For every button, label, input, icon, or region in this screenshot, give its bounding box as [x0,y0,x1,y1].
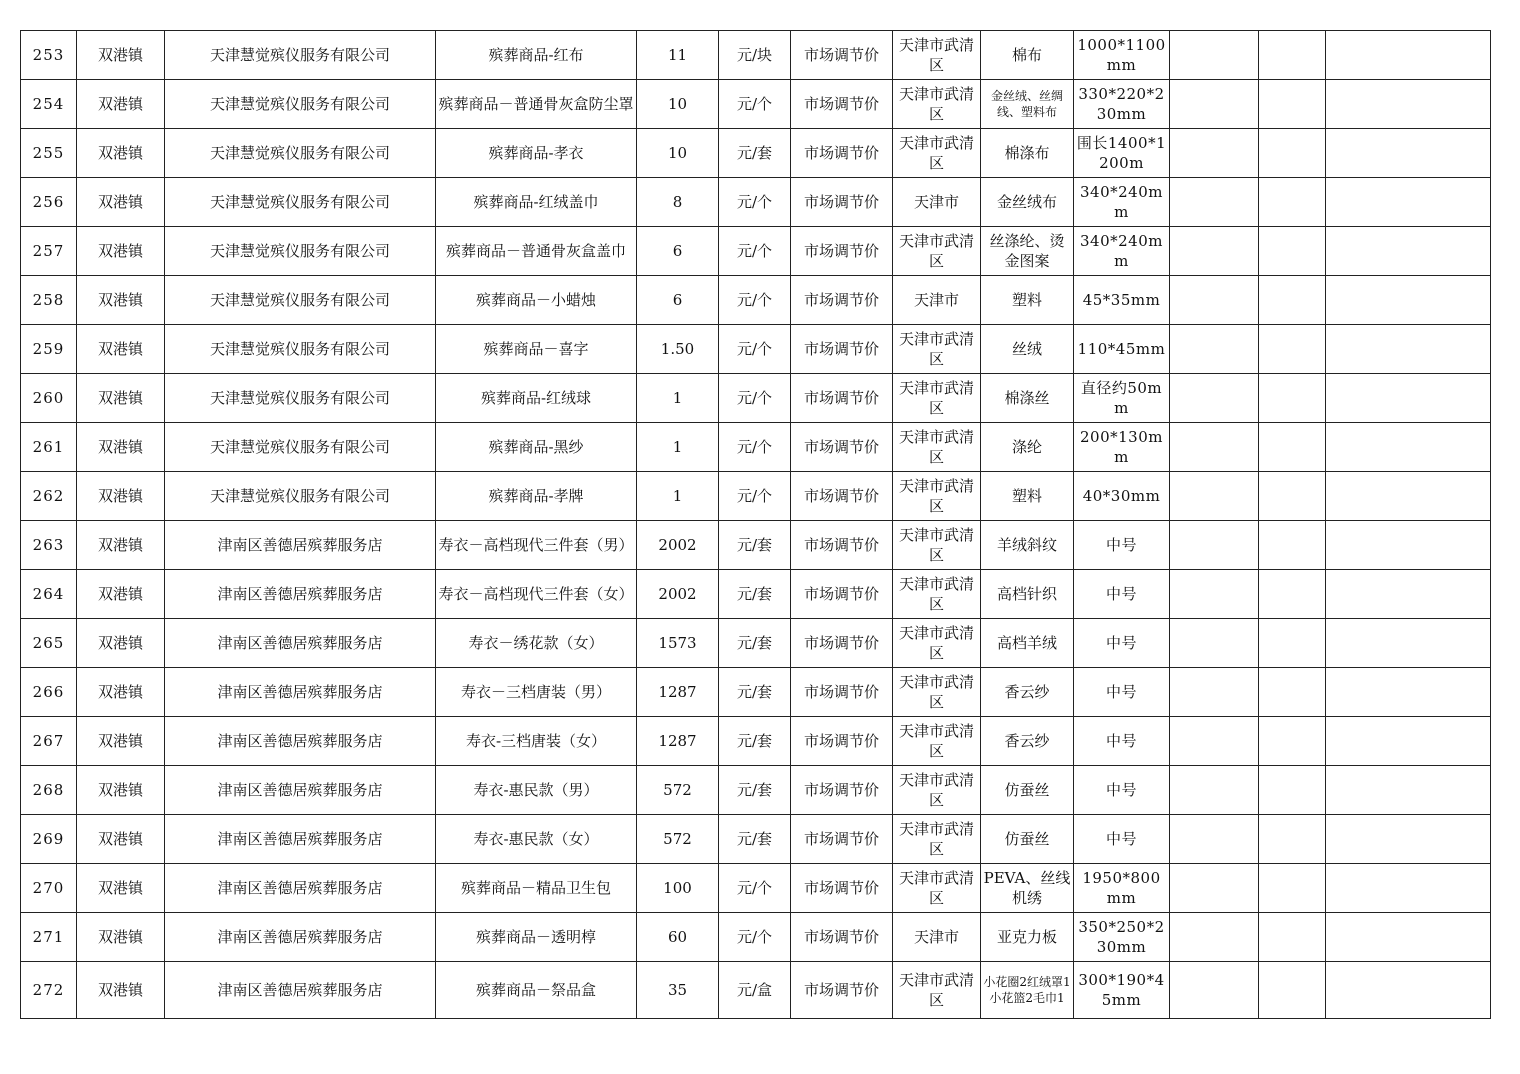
cell-material: 塑料 [981,472,1074,521]
cell-material: 香云纱 [981,717,1074,766]
cell-company: 津南区善德居殡葬服务店 [165,717,436,766]
cell-item-name: 殡葬商品-孝牌 [436,472,637,521]
cell-unit: 元/套 [719,668,791,717]
cell-company: 津南区善德居殡葬服务店 [165,815,436,864]
cell-spec: 200*130mm [1074,423,1170,472]
cell-unit: 元/个 [719,227,791,276]
cell-origin: 天津市武清区 [893,80,981,129]
cell-origin: 天津市武清区 [893,472,981,521]
cell-origin: 天津市武清区 [893,570,981,619]
cell-material: 羊绒斜纹 [981,521,1074,570]
cell-empty [1326,668,1491,717]
cell-price: 1.50 [637,325,719,374]
cell-origin: 天津市 [893,913,981,962]
cell-price: 8 [637,178,719,227]
cell-town: 双港镇 [77,423,165,472]
cell-town: 双港镇 [77,619,165,668]
cell-unit: 元/个 [719,374,791,423]
cell-item-name: 殡葬商品-红布 [436,31,637,80]
cell-town: 双港镇 [77,962,165,1019]
cell-unit: 元/个 [719,472,791,521]
cell-empty [1326,717,1491,766]
cell-pricing-type: 市场调节价 [791,619,893,668]
cell-item-name: 殡葬商品-孝衣 [436,129,637,178]
cell-unit: 元/个 [719,276,791,325]
cell-spec: 中号 [1074,619,1170,668]
cell-unit: 元/套 [719,619,791,668]
cell-company: 天津慧觉殡仪服务有限公司 [165,325,436,374]
cell-empty [1259,766,1326,815]
table-row [21,815,1491,864]
cell-town: 双港镇 [77,178,165,227]
cell-spec: 110*45mm [1074,325,1170,374]
cell-number: 262 [21,472,77,521]
cell-pricing-type: 市场调节价 [791,668,893,717]
cell-empty [1170,668,1259,717]
cell-company: 津南区善德居殡葬服务店 [165,668,436,717]
cell-pricing-type: 市场调节价 [791,815,893,864]
cell-number: 255 [21,129,77,178]
cell-empty [1326,913,1491,962]
cell-pricing-type: 市场调节价 [791,129,893,178]
cell-empty [1259,570,1326,619]
cell-price: 1287 [637,668,719,717]
cell-empty [1259,717,1326,766]
table-row [21,717,1491,766]
cell-empty [1259,472,1326,521]
cell-number: 264 [21,570,77,619]
cell-town: 双港镇 [77,472,165,521]
cell-empty [1170,227,1259,276]
cell-empty [1170,129,1259,178]
cell-material: 棉布 [981,31,1074,80]
cell-empty [1326,521,1491,570]
cell-empty [1326,374,1491,423]
cell-company: 天津慧觉殡仪服务有限公司 [165,423,436,472]
cell-town: 双港镇 [77,374,165,423]
cell-origin: 天津市武清区 [893,815,981,864]
cell-price: 1 [637,472,719,521]
cell-number: 268 [21,766,77,815]
cell-empty [1259,864,1326,913]
cell-material: 丝绒 [981,325,1074,374]
cell-spec: 中号 [1074,668,1170,717]
cell-number: 265 [21,619,77,668]
cell-number: 258 [21,276,77,325]
cell-pricing-type: 市场调节价 [791,962,893,1019]
table-row [21,178,1491,227]
cell-town: 双港镇 [77,80,165,129]
cell-material: 小花圈2红绒罩1小花篮2毛巾1 [981,962,1074,1019]
cell-town: 双港镇 [77,227,165,276]
cell-unit: 元/个 [719,423,791,472]
cell-empty [1326,570,1491,619]
cell-town: 双港镇 [77,276,165,325]
cell-empty [1326,472,1491,521]
table-row [21,227,1491,276]
cell-empty [1170,472,1259,521]
table-row [21,472,1491,521]
cell-town: 双港镇 [77,129,165,178]
cell-empty [1259,619,1326,668]
cell-item-name: 殡葬商品－普通骨灰盒盖巾 [436,227,637,276]
cell-empty [1326,815,1491,864]
cell-spec: 340*240mm [1074,178,1170,227]
cell-price: 100 [637,864,719,913]
cell-spec: 45*35mm [1074,276,1170,325]
cell-price: 6 [637,276,719,325]
cell-company: 津南区善德居殡葬服务店 [165,864,436,913]
cell-empty [1259,227,1326,276]
cell-pricing-type: 市场调节价 [791,276,893,325]
cell-company: 天津慧觉殡仪服务有限公司 [165,80,436,129]
cell-pricing-type: 市场调节价 [791,31,893,80]
cell-spec: 350*250*230mm [1074,913,1170,962]
cell-price: 6 [637,227,719,276]
cell-empty [1170,423,1259,472]
cell-spec: 330*220*230mm [1074,80,1170,129]
cell-origin: 天津市武清区 [893,962,981,1019]
cell-empty [1170,374,1259,423]
cell-number: 269 [21,815,77,864]
cell-empty [1170,815,1259,864]
cell-town: 双港镇 [77,325,165,374]
cell-empty [1170,570,1259,619]
table-row [21,619,1491,668]
cell-spec: 中号 [1074,815,1170,864]
cell-item-name: 寿衣－高档现代三件套（男） [436,521,637,570]
cell-empty [1326,962,1491,1019]
cell-empty [1326,423,1491,472]
cell-empty [1259,129,1326,178]
cell-empty [1170,962,1259,1019]
cell-town: 双港镇 [77,766,165,815]
cell-material: 棉涤丝 [981,374,1074,423]
cell-pricing-type: 市场调节价 [791,717,893,766]
cell-empty [1259,913,1326,962]
cell-empty [1326,227,1491,276]
cell-material: 棉涤布 [981,129,1074,178]
cell-origin: 天津市 [893,276,981,325]
cell-empty [1170,521,1259,570]
cell-price: 11 [637,31,719,80]
cell-price: 1 [637,374,719,423]
cell-material: 塑料 [981,276,1074,325]
cell-material: 仿蚕丝 [981,766,1074,815]
cell-item-name: 殡葬商品-黑纱 [436,423,637,472]
cell-town: 双港镇 [77,521,165,570]
cell-town: 双港镇 [77,717,165,766]
cell-empty [1170,717,1259,766]
cell-price: 572 [637,766,719,815]
cell-pricing-type: 市场调节价 [791,521,893,570]
cell-company: 天津慧觉殡仪服务有限公司 [165,472,436,521]
cell-unit: 元/套 [719,766,791,815]
cell-company: 津南区善德居殡葬服务店 [165,570,436,619]
cell-empty [1170,276,1259,325]
cell-item-name: 殡葬商品－小蜡烛 [436,276,637,325]
cell-company: 天津慧觉殡仪服务有限公司 [165,129,436,178]
cell-material: 高档针织 [981,570,1074,619]
cell-unit: 元/个 [719,80,791,129]
table-row [21,129,1491,178]
cell-empty [1170,31,1259,80]
cell-company: 天津慧觉殡仪服务有限公司 [165,374,436,423]
cell-price: 60 [637,913,719,962]
cell-empty [1170,325,1259,374]
cell-spec: 1000*1100mm [1074,31,1170,80]
table-body [21,31,1491,1019]
table-row [21,521,1491,570]
cell-empty [1326,178,1491,227]
cell-item-name: 寿衣-惠民款（男） [436,766,637,815]
cell-empty [1326,80,1491,129]
table-row [21,80,1491,129]
cell-number: 256 [21,178,77,227]
cell-material: PEVA、丝线机绣 [981,864,1074,913]
cell-item-name: 殡葬商品－喜字 [436,325,637,374]
cell-origin: 天津市武清区 [893,423,981,472]
cell-empty [1259,668,1326,717]
cell-empty [1259,423,1326,472]
cell-pricing-type: 市场调节价 [791,423,893,472]
cell-number: 267 [21,717,77,766]
cell-item-name: 殡葬商品－透明椁 [436,913,637,962]
cell-number: 272 [21,962,77,1019]
cell-unit: 元/套 [719,521,791,570]
cell-empty [1326,864,1491,913]
table-row [21,766,1491,815]
cell-spec: 中号 [1074,766,1170,815]
cell-number: 257 [21,227,77,276]
cell-company: 天津慧觉殡仪服务有限公司 [165,178,436,227]
cell-item-name: 寿衣－高档现代三件套（女） [436,570,637,619]
cell-material: 金丝绒布 [981,178,1074,227]
cell-number: 259 [21,325,77,374]
cell-price: 2002 [637,570,719,619]
cell-number: 266 [21,668,77,717]
cell-number: 263 [21,521,77,570]
cell-price: 1573 [637,619,719,668]
cell-material: 高档羊绒 [981,619,1074,668]
cell-empty [1259,31,1326,80]
cell-origin: 天津市武清区 [893,227,981,276]
cell-price: 2002 [637,521,719,570]
cell-origin: 天津市武清区 [893,766,981,815]
cell-empty [1326,325,1491,374]
cell-spec: 340*240mm [1074,227,1170,276]
cell-company: 津南区善德居殡葬服务店 [165,766,436,815]
cell-empty [1170,864,1259,913]
cell-pricing-type: 市场调节价 [791,80,893,129]
cell-empty [1259,962,1326,1019]
cell-company: 天津慧觉殡仪服务有限公司 [165,31,436,80]
cell-pricing-type: 市场调节价 [791,472,893,521]
cell-unit: 元/个 [719,325,791,374]
cell-price: 35 [637,962,719,1019]
cell-spec: 直径约50mm [1074,374,1170,423]
cell-company: 津南区善德居殡葬服务店 [165,913,436,962]
cell-unit: 元/套 [719,717,791,766]
cell-material: 丝涤纶、烫金图案 [981,227,1074,276]
cell-item-name: 殡葬商品-红绒球 [436,374,637,423]
table-row [21,31,1491,80]
cell-empty [1170,178,1259,227]
cell-number: 271 [21,913,77,962]
cell-price: 1 [637,423,719,472]
cell-unit: 元/个 [719,913,791,962]
cell-unit: 元/套 [719,129,791,178]
cell-pricing-type: 市场调节价 [791,570,893,619]
cell-material: 亚克力板 [981,913,1074,962]
cell-unit: 元/个 [719,178,791,227]
cell-price: 572 [637,815,719,864]
cell-town: 双港镇 [77,570,165,619]
cell-empty [1326,276,1491,325]
table-row [21,864,1491,913]
cell-empty [1259,374,1326,423]
cell-empty [1170,619,1259,668]
cell-spec: 中号 [1074,717,1170,766]
cell-item-name: 寿衣－绣花款（女） [436,619,637,668]
cell-company: 天津慧觉殡仪服务有限公司 [165,276,436,325]
cell-item-name: 寿衣-惠民款（女） [436,815,637,864]
cell-material: 香云纱 [981,668,1074,717]
cell-number: 253 [21,31,77,80]
cell-material: 涤纶 [981,423,1074,472]
cell-empty [1259,815,1326,864]
cell-price: 10 [637,129,719,178]
cell-origin: 天津市武清区 [893,864,981,913]
cell-origin: 天津市武清区 [893,129,981,178]
cell-item-name: 殡葬商品-红绒盖巾 [436,178,637,227]
cell-origin: 天津市武清区 [893,717,981,766]
cell-spec: 中号 [1074,570,1170,619]
cell-empty [1326,619,1491,668]
cell-price: 1287 [637,717,719,766]
cell-pricing-type: 市场调节价 [791,178,893,227]
cell-empty [1326,766,1491,815]
cell-spec: 1950*800mm [1074,864,1170,913]
cell-company: 津南区善德居殡葬服务店 [165,521,436,570]
cell-empty [1326,129,1491,178]
cell-item-name: 寿衣-三档唐装（女） [436,717,637,766]
cell-empty [1259,178,1326,227]
cell-company: 津南区善德居殡葬服务店 [165,619,436,668]
cell-empty [1259,521,1326,570]
cell-item-name: 殡葬商品－普通骨灰盒防尘罩 [436,80,637,129]
cell-material: 仿蚕丝 [981,815,1074,864]
cell-empty [1170,80,1259,129]
table-row [21,962,1491,1019]
cell-item-name: 殡葬商品－精品卫生包 [436,864,637,913]
cell-empty [1259,325,1326,374]
cell-spec: 中号 [1074,521,1170,570]
cell-town: 双港镇 [77,864,165,913]
cell-origin: 天津市武清区 [893,668,981,717]
table-row [21,374,1491,423]
cell-spec: 40*30mm [1074,472,1170,521]
table-row [21,668,1491,717]
cell-pricing-type: 市场调节价 [791,913,893,962]
cell-origin: 天津市武清区 [893,31,981,80]
cell-company: 天津慧觉殡仪服务有限公司 [165,227,436,276]
cell-pricing-type: 市场调节价 [791,374,893,423]
cell-item-name: 寿衣－三档唐装（男） [436,668,637,717]
cell-origin: 天津市 [893,178,981,227]
table-row [21,570,1491,619]
cell-number: 270 [21,864,77,913]
cell-empty [1259,80,1326,129]
cell-pricing-type: 市场调节价 [791,325,893,374]
cell-pricing-type: 市场调节价 [791,766,893,815]
cell-unit: 元/块 [719,31,791,80]
table-row [21,325,1491,374]
cell-town: 双港镇 [77,668,165,717]
cell-unit: 元/个 [719,864,791,913]
cell-town: 双港镇 [77,815,165,864]
cell-spec: 围长1400*1200m [1074,129,1170,178]
cell-origin: 天津市武清区 [893,325,981,374]
cell-company: 津南区善德居殡葬服务店 [165,962,436,1019]
cell-material: 金丝绒、丝绸线、塑料布 [981,80,1074,129]
cell-unit: 元/套 [719,815,791,864]
cell-item-name: 殡葬商品－祭品盒 [436,962,637,1019]
cell-origin: 天津市武清区 [893,374,981,423]
cell-empty [1259,276,1326,325]
cell-pricing-type: 市场调节价 [791,864,893,913]
cell-unit: 元/盒 [719,962,791,1019]
cell-number: 254 [21,80,77,129]
cell-price: 10 [637,80,719,129]
table-row [21,423,1491,472]
price-list-table [20,30,1491,1019]
cell-origin: 天津市武清区 [893,521,981,570]
cell-pricing-type: 市场调节价 [791,227,893,276]
cell-spec: 300*190*45mm [1074,962,1170,1019]
cell-unit: 元/套 [719,570,791,619]
cell-number: 260 [21,374,77,423]
table-row [21,913,1491,962]
cell-empty [1170,766,1259,815]
cell-town: 双港镇 [77,31,165,80]
cell-number: 261 [21,423,77,472]
cell-empty [1326,31,1491,80]
cell-town: 双港镇 [77,913,165,962]
table-row [21,276,1491,325]
cell-origin: 天津市武清区 [893,619,981,668]
cell-empty [1170,913,1259,962]
